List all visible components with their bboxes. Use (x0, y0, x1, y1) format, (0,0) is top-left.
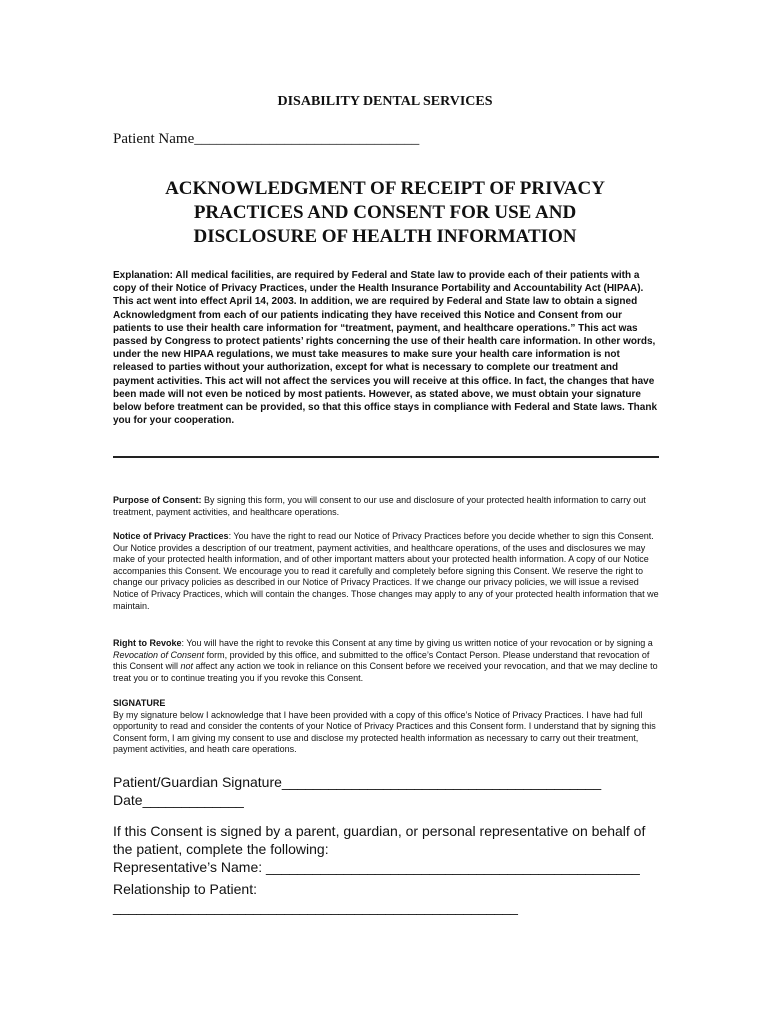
relationship-label: Relationship to Patient: (113, 881, 257, 897)
form-title (120, 177, 650, 249)
representative-section (113, 822, 659, 876)
signature-heading: SIGNATURE (113, 698, 166, 708)
section-divider (113, 456, 659, 458)
notice-of-privacy-section (113, 531, 659, 612)
signature-text: By my signature below I acknowledge that I have been provided with a copy of this office’s Notice of Privacy Practices. I have had full opportunity to read and consider the contents of your Notice of Privacy Practices and this Consent form. I understand that by signing this Consent form, I am giving my consent to use and disclose my protected health information as necessary to carry out their treatment, payment activities, and heath care operations. (113, 709, 656, 755)
revoke-text-b: form, provided by this office, and submitted to the office’s Contact Person. Please understand that revocation of this Consent will (113, 649, 650, 672)
form-title-line-2: PRACTICES AND CONSENT FOR USE AND (193, 202, 577, 223)
representative-note: If this Consent is signed by a parent, guardian, or personal representative on behalf of the patient, complete the following: (113, 823, 646, 857)
purpose-of-consent-section (113, 495, 659, 518)
revoke-heading: Right to Revoke (113, 638, 182, 648)
patient-name-field[interactable]: Patient Name______________________________ (113, 131, 420, 147)
date-field[interactable]: Date_____________ (113, 792, 244, 808)
relationship-field[interactable]: ____________________________________________________ (113, 899, 518, 915)
patient-signature-field[interactable]: Patient/Guardian Signature_________________________________________ (113, 774, 602, 790)
right-to-revoke-section (113, 638, 659, 684)
revoke-emphasis: not (180, 661, 194, 672)
notice-heading: Notice of Privacy Practices (113, 531, 229, 541)
representative-name-field[interactable]: Representative’s Name: ________________________________________________ (113, 859, 640, 875)
organization-name: DISABILITY DENTAL SERVICES (277, 94, 493, 109)
form-title-line-1: ACKNOWLEDGMENT OF RECEIPT OF PRIVACY (165, 178, 605, 199)
explanation-paragraph: Explanation: All medical facilities, are required by Federal and State law to provide each of their patients with a copy of their Notice of Privacy Practices, under the Health Insurance Portability and Accountability Act (HIPAA). This act went into effect April 14, 2003. In addition, we are required by Federal and State law to obtain a signed Acknowledgment from each of our patients indicating they have received this Notice and Consent from our patients to use their health care information for “treatment, payment, and healthcare operations.” This act was passed by Congress to protect patients’ rights concerning the use of their health care information. In other words, under the new HIPAA regulations, we must take measures to make sure your health care information is not released to parties without your authorization, except for what is necessary to complete our treatment and payment activities. This act will not affect the services you will receive at this office. In fact, the changes that have been made will not even be noticed by most patients. However, as stated above, we must obtain your signature below before treatment can be provided, so that this office stays in compliance with Federal and State laws. Thank you for your cooperation. (113, 270, 658, 427)
notice-text: : You have the right to read our Notice of Privacy Practices before you decide whether to sign this Consent. Our Notice provides a description of our treatment, payment activities, and healthcare operations, of the uses and disclosures we may make of your protected health information, and of other important matters about your protected health information. A copy of our Notice accompanies this Consent. We encourage you to read it carefully and completely before signing this Consent. We reserve the right to change our privacy policies as described in our Notice of Privacy Practices. If we change our privacy policies, we will issue a revised Notice of Privacy Practices, which will contain the changes. Those changes may apply to any of your protected health information that we maintain. (113, 531, 659, 611)
signature-section (113, 698, 659, 756)
revocation-form-name: Revocation of Consent (113, 649, 205, 660)
purpose-heading: Purpose of Consent: (113, 495, 202, 505)
revoke-text-a: : You will have the right to revoke this Consent at any time by giving us written notice of your revocation or by signing a (181, 638, 653, 648)
revoke-text-c: affect any action we took in reliance on this Consent before we received your revocation, and that we may decline to treat you or to continue treating you if you revoke this Consent. (113, 661, 658, 683)
form-title-line-3: DISCLOSURE OF HEALTH INFORMATION (193, 226, 577, 247)
purpose-text: By signing this form, you will consent to our use and disclosure of your protected health information to carry out treatment, payment activities, and healthcare operations. (113, 495, 646, 517)
